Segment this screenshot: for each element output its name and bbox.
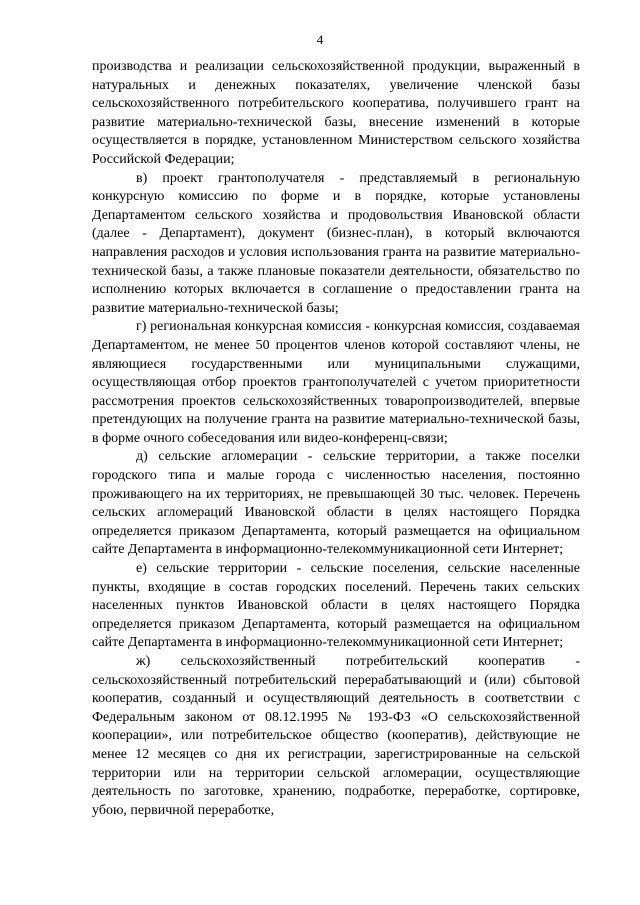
paragraph-zh: ж) сельскохозяйственный потребительский кооператив - сельскохозяйственный потребительский перерабатывающий и (или) сбытовой кооператив, созданный и осуществляющий деятельность в соответствии с Федеральным законом от 08.12.1995 № 193-ФЗ «О сельскохозяйственной кооперации», или потребительское общество (кооператив), действующие не менее 12 месяцев со дня их регистрации, зарегистрированные на сельской территории или на территории сельской агломерации, осуществляющие деятельность по заготовке, хранению, подработке, переработке, сортировке, убою, первичной переработке, bbox=[92, 654, 580, 818]
paragraph-g: г) региональная конкурсная комиссия - конкурсная комиссия, создаваемая Департаментом, не менее 50 процентов членов которой составляют члены, не являющиеся государственными или муниципальными служащими, осуществляющая отбор проектов грантополучателей с учетом приоритетности рассмотрения проектов сельскохозяйственных товаропроизводителей, впервые претендующих на получение гранта на развитие материально-технической базы, в форме очного собеседования или видео-конференц-связи; bbox=[92, 319, 580, 446]
paragraph-e: е) сельские территории - сельские поселения, сельские населенные пункты, входящие в состав городских поселений. Перечень таких сельских населенных пунктов Ивановской области в целях настоящего Порядка определяется приказом Департамента, который размещается на официальном сайте Департамента в информационно-телекоммуникационной сети Интернет; bbox=[92, 561, 580, 651]
paragraph-v: в) проект грантополучателя - представляемый в региональную конкурсную комиссию по форме и в порядке, которые установлены Департаментом сельского хозяйства и продовольствия Ивановской области (далее - Департамент), документ (бизнес-план), в который включаются направления расходов и условия использования гранта на развитие материально-технической базы, а также плановые показатели деятельности, обязательство по исполнению которых включается в соглашение о предоставлении гранта на развитие материально-технической базы; bbox=[92, 170, 580, 316]
page-number: 4 bbox=[316, 32, 324, 47]
paragraph-intro: производства и реализации сельскохозяйственной продукции, выраженный в натуральных и денежных показателях, увеличение членской базы сельскохозяйственного потребительского кооператива, получившего грант на развитие материально-технической базы, внесение изменений в которые осуществляется в порядке, установленном Министерством сельского хозяйства Российской Федерации; bbox=[92, 59, 580, 167]
document-body bbox=[92, 58, 580, 820]
paragraph-d: д) сельские агломерации - сельские территории, а также поселки городского типа и малые города с численностью населения, постоянно проживающего на их территориях, не превышающей 30 тыс. человек. Перечень сельских агломераций Ивановской области в целях настоящего Порядка определяется приказом Департамента, который размещается на официальном сайте Департамента в информационно-телекоммуникационной сети Интернет; bbox=[92, 449, 580, 558]
